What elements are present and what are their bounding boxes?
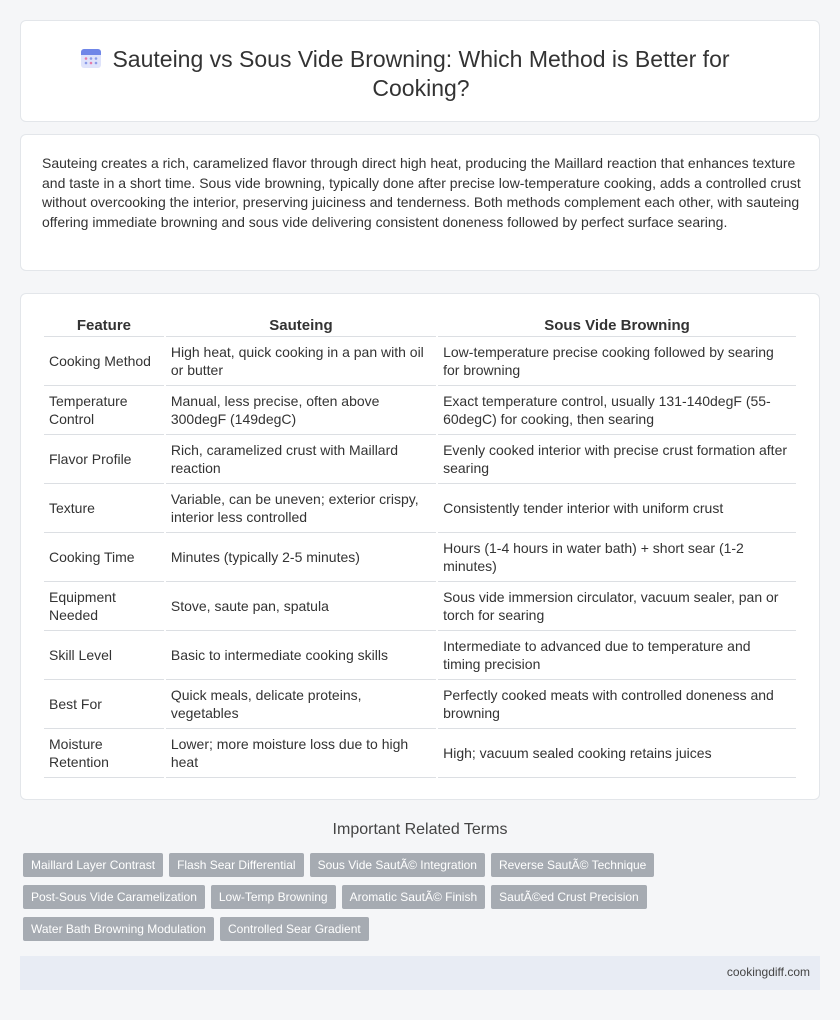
sous-vide-cell: Consistently tender interior with uniform crust	[438, 484, 796, 533]
related-term-tag[interactable]: Flash Sear Differential	[169, 853, 304, 877]
sous-vide-cell: Hours (1-4 hours in water bath) + short sear (1-2 minutes)	[438, 533, 796, 582]
page-title: Sauteing vs Sous Vide Browning: Which Method is Better for Cooking?	[112, 46, 730, 101]
table-row	[44, 435, 796, 484]
table-row	[44, 582, 796, 631]
feature-cell: Skill Level	[44, 631, 164, 680]
intro-card	[20, 134, 820, 271]
feature-cell: Flavor Profile	[44, 435, 164, 484]
related-term-tag[interactable]: Maillard Layer Contrast	[23, 853, 163, 877]
related-terms-title: Important Related Terms	[332, 821, 508, 838]
header-sous-vide: Sous Vide Browning	[438, 316, 796, 337]
comparison-table	[42, 316, 798, 778]
related-term-tag[interactable]: Controlled Sear Gradient	[220, 917, 369, 941]
sauteing-cell: Quick meals, delicate proteins, vegetables	[166, 680, 436, 729]
feature-cell: Equipment Needed	[44, 582, 164, 631]
footer-site-link[interactable]: cookingdiff.com	[726, 965, 810, 979]
sauteing-cell: Variable, can be uneven; exterior crispy, interior less controlled	[166, 484, 436, 533]
footer	[20, 956, 820, 990]
feature-cell: Moisture Retention	[44, 729, 164, 778]
related-term-tag[interactable]: Reverse SautÃ© Technique	[491, 853, 654, 877]
feature-cell: Best For	[44, 680, 164, 729]
sauteing-cell: High heat, quick cooking in a pan with oil or butter	[166, 337, 436, 386]
table-row	[44, 386, 796, 435]
sous-vide-cell: Perfectly cooked meats with controlled doneness and browning	[438, 680, 796, 729]
sauteing-cell: Rich, caramelized crust with Maillard reaction	[166, 435, 436, 484]
sauteing-cell: Lower; more moisture loss due to high heat	[166, 729, 436, 778]
comparison-table-card	[20, 293, 820, 800]
sauteing-cell: Stove, saute pan, spatula	[166, 582, 436, 631]
feature-cell: Temperature Control	[44, 386, 164, 435]
table-row	[44, 631, 796, 680]
table-row	[44, 337, 796, 386]
table-row	[44, 680, 796, 729]
related-term-tag[interactable]: Aromatic SautÃ© Finish	[342, 885, 486, 909]
related-term-tag[interactable]: Water Bath Browning Modulation	[23, 917, 214, 941]
table-row	[44, 484, 796, 533]
related-term-tag[interactable]: Post-Sous Vide Caramelization	[23, 885, 205, 909]
header-feature: Feature	[44, 316, 164, 337]
related-term-tag[interactable]: Low-Temp Browning	[211, 885, 336, 909]
intro-paragraph: Sauteing creates a rich, caramelized flavor through direct high heat, producing the Maillard reaction that enhances texture and taste in a short time. Sous vide browning, typically done after precise low-temperature cooking, adds a controlled crust without overcooking the interior, preserving juiciness and tenderness. Both methods complement each other, with sauteing offering immediate browning and sous vide delivering consistent doneness followed by perfect surface searing.	[42, 155, 801, 230]
sauteing-cell: Manual, less precise, often above 300degF (149degC)	[166, 386, 436, 435]
sous-vide-cell: Intermediate to advanced due to temperature and timing precision	[438, 631, 796, 680]
related-term-tag[interactable]: SautÃ©ed Crust Precision	[491, 885, 647, 909]
header-sauteing: Sauteing	[166, 316, 436, 337]
related-terms-list	[23, 853, 823, 941]
feature-cell: Cooking Method	[44, 337, 164, 386]
feature-cell: Cooking Time	[44, 533, 164, 582]
sauteing-cell: Basic to intermediate cooking skills	[166, 631, 436, 680]
sous-vide-cell: Exact temperature control, usually 131-140degF (55-60degC) for cooking, then searing	[438, 386, 796, 435]
related-term-tag[interactable]: Sous Vide SautÃ© Integration	[310, 853, 485, 877]
sous-vide-cell: Low-temperature precise cooking followed by searing for browning	[438, 337, 796, 386]
table-row	[44, 729, 796, 778]
feature-cell: Texture	[44, 484, 164, 533]
sous-vide-cell: Evenly cooked interior with precise crust formation after searing	[438, 435, 796, 484]
table-row	[44, 533, 796, 582]
sous-vide-cell: High; vacuum sealed cooking retains juices	[438, 729, 796, 778]
sauteing-cell: Minutes (typically 2-5 minutes)	[166, 533, 436, 582]
table-header-row	[44, 316, 796, 337]
header-card	[20, 20, 820, 122]
sous-vide-cell: Sous vide immersion circulator, vacuum sealer, pan or torch for searing	[438, 582, 796, 631]
